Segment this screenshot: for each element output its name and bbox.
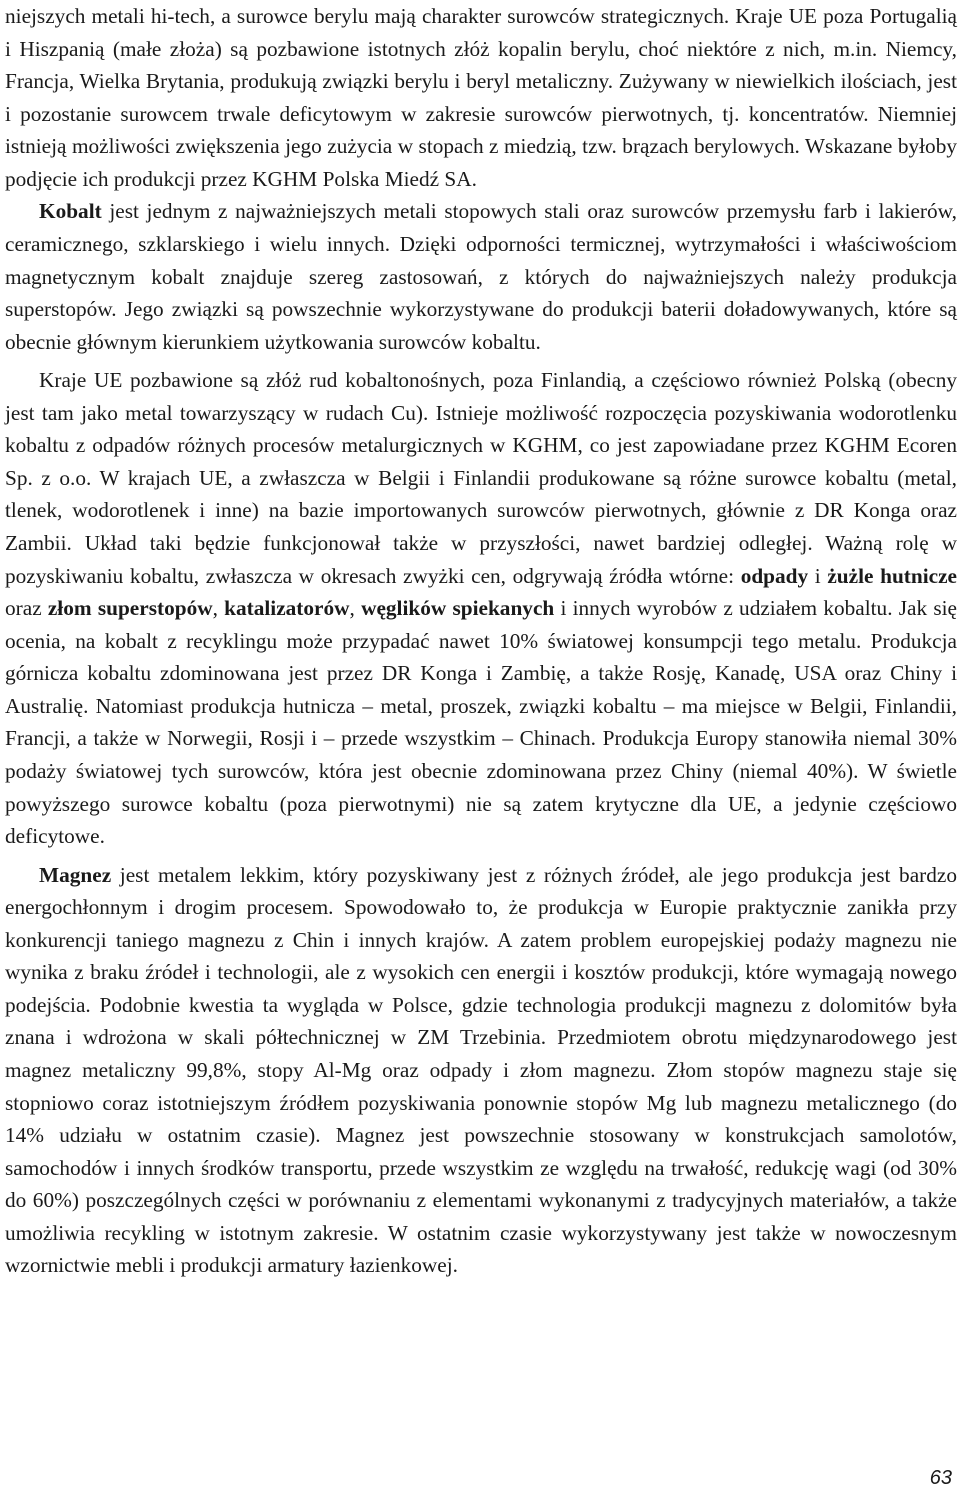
paragraph-beryllium-continued [5,0,957,195]
text-run: niejszych metali hi-tech, a surowce berylu mają charakter surowców strategicznych. Kraje UE poza Portugalią i Hiszpanią (małe złoża) są pozbawione istotnych złóż kopalin berylu, choć niektóre z nich, m.in. Niemcy, Francja, Wielka Brytania, produkują związki berylu i beryl metaliczny. Zużywany w niewielkich ilościach, jest i pozostanie surowcem trwale deficytowym w zakresie surowców pierwotnych, tj. koncentratów. Niemniej istnieją możliwości zwiększenia jego zużycia w stopach z miedzią, tzw. brązach berylowych. Wskazane byłoby podjęcie ich produkcji przez KGHM Polska Miedź SA. [5,4,957,191]
text-run: oraz [5,596,48,621]
bold-term: żużle hutnicze [827,563,958,588]
page-number: 63 [929,1467,952,1489]
paragraph-magnesium [5,859,957,1282]
bold-term: węglików spiekanych [361,596,555,621]
text-run: i innych wyrobów z udziałem kobaltu. Jak się ocenia, na kobalt z recyklingu może przypadać nawet 10% światowej konsumpcji tego metalu. Produkcja górnicza kobaltu zdominowana jest przez DR Konga i Zambię, a także Rosję, Kanadę, USA oraz Chiny i Australię. Natomiast produkcja hutnicza – metal, proszek, związki kobaltu – ma miejsce w Belgii, Finlandii, Francji, a także w Norwegii, Rosji i – przede wszystkim – Chinach. Produkcja Europy stanowiła niemal 30% podaży światowej tych surowców, która jest obecnie zdominowana przez Chiny (niemal 40%). W świetle powyższego surowce kobaltu (poza pierwotnymi) nie są zatem krytyczne dla UE, a jedynie częściowo deficytowe. [5,596,957,849]
text-run: jest jednym z najważniejszych metali stopowych stali oraz surowców przemysłu farb i lakierów, ceramicznego, szklarskiego i wielu innych. Dzięki odporności termicznej, wytrzymałości i właściwościom magnetycznym kobalt znajduje szereg zastosowań, z których do najważniejszych należy produkcja superstopów. Jego związki są powszechnie wykorzystywane do produkcji baterii doładowywanych, które są obecnie głównym kierunkiem użytkowania surowców kobaltu. [5,199,957,354]
text-run: i [808,563,828,588]
paragraph-cobalt-intro [5,195,957,358]
bold-term: Magnez [39,862,112,887]
bold-term: katalizatorów [224,596,350,621]
text-run: , [349,596,362,621]
bold-term: złom superstopów [47,596,213,621]
text-run: jest metalem lekkim, który pozyskiwany jest z różnych źródeł, ale jego produkcja jest bardzo energochłonnym i drogim procesem. Spowodowało to, że produkcja w Europie praktycznie zanikła przy konkurencji taniego magnezu z Chin i innych krajów. A zatem problem europejskiej podaży magnezu nie wynika z braku źródeł i technologii, ale z wysokich cen energii i kosztów produkcji, które wymagają nowego podejścia. Podobnie kwestia ta wygląda w Polsce, gdzie technologia produkcji magnezu z dolomitów była znana i wdrożona w skali półtechnicznej w ZM Trzebinia. Przedmiotem obrotu międzynarodowego jest magnez metaliczny 99,8%, stopy Al-Mg oraz odpady i złom magnezu. Złom stopów magnezu staje się stopniowo coraz istotniejszym źródłem pozyskiwania ponownie stopów Mg lub magnezu metalicznego (do 14% udziału w ostatnim czasie). Magnez jest powszechnie stosowany w konstrukcjach samolotów, samochodów i innych środków transportu, przede wszystkim ze względu na trwałość, redukcję wagi (od 30% do 60%) poszczególnych części w porównaniu z elementami wykonanymi z tradycyjnych materiałów, a także umożliwia recykling w istotnym zakresie. W ostatnim czasie wykorzystywany jest także w nowoczesnym wzornictwie mebli i produkcji armatury łazienkowej. [5,862,957,1278]
text-run: , [212,596,225,621]
paragraph-cobalt-sources [5,364,957,852]
text-run: Kraje UE pozbawione są złóż rud kobaltonośnych, poza Finlandią, a częściowo również Polską (obecny jest tam jako metal towarzyszący w rudach Cu). Istnieje możliwość rozpoczęcia pozyskiwania wodorotlenku kobaltu z odpadów różnych procesów metalurgicznych w KGHM, co jest zapowiadane przez KGHM Ecoren Sp. z o.o. W krajach UE, a zwłaszcza w Belgii i Finlandii produkowane są różne surowce kobaltu (metal, tlenek, wodorotlenek i inne) na bazie importowanych surowców pierwotnych, głównie z DR Konga oraz Zambii. Układ taki będzie funkcjonował także w przyszłości, nawet bardziej odległej. Ważną rolę w pozyskiwaniu kobaltu, zwłaszcza w okresach zwyżki cen, odgrywają źródła wtórne: [5,368,957,588]
bold-term: odpady [740,563,809,588]
bold-term: Kobalt [39,199,102,224]
